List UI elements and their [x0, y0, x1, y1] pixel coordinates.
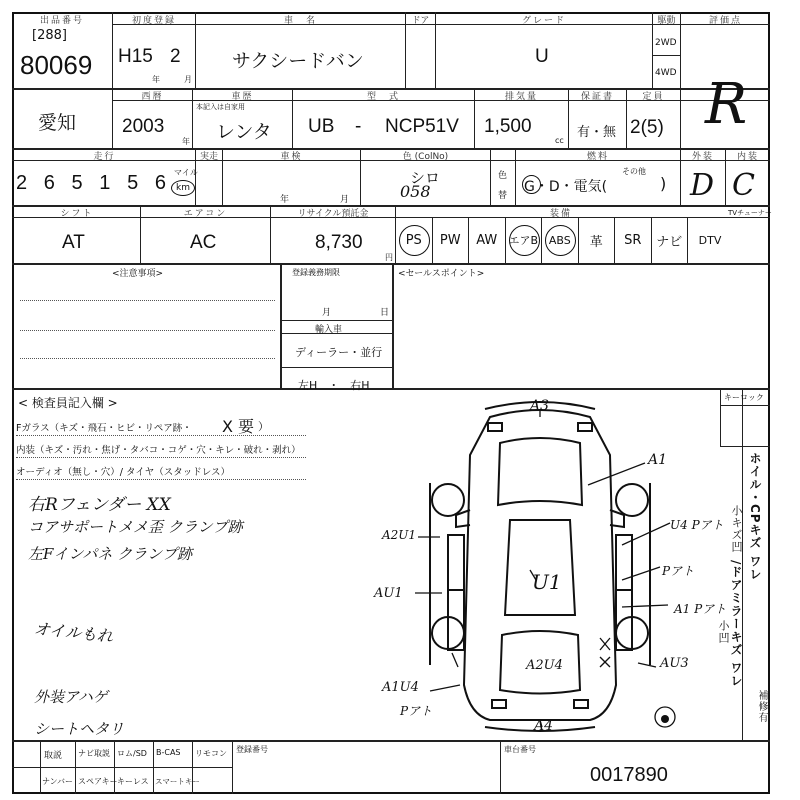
mileage-digit: 1 — [99, 172, 111, 194]
equipment-circle — [399, 225, 430, 256]
mark-a2u1: A2U1 — [382, 528, 417, 542]
score-value: R — [705, 72, 748, 137]
first-reg-month: 2 — [170, 46, 181, 67]
mark-a4: A4 — [534, 718, 554, 734]
side-text-1: ホイル・CPキズ ワレ — [748, 452, 762, 581]
exterior-score: D — [690, 168, 715, 203]
fuel-options: G・D・電気( — [524, 179, 608, 195]
equipment-item: SR — [615, 217, 652, 263]
side-text-2: /ドアミラーキズ ワレ — [729, 560, 743, 688]
note-3: 左Fインパネ クランプ跡 — [28, 545, 193, 563]
car-name: サクシードバン — [232, 51, 364, 72]
mark-a3: A3 — [530, 398, 550, 414]
handle-side: 左H ・ 右H — [298, 379, 370, 392]
equipment-item: ABS — [542, 217, 579, 263]
region: 愛知 — [38, 113, 77, 134]
color-code: 058 — [400, 182, 431, 201]
equipment-item: エアB — [506, 217, 543, 263]
side-text-3: 小キズ凹 — [730, 505, 743, 553]
equipment-circle — [509, 225, 540, 256]
mark-au3: AU3 — [660, 656, 689, 671]
air-conditioner: AC — [190, 232, 217, 253]
door-label: ドア — [411, 16, 430, 26]
mark-u1: U1 — [532, 570, 562, 594]
shift: AT — [62, 232, 85, 253]
car-name-label: 車 名 — [283, 16, 317, 26]
mileage-digit: 2 — [16, 172, 28, 194]
drive-2wd: 2WD — [655, 38, 677, 48]
chassis-number: 0017890 — [590, 764, 668, 786]
color: シロ — [410, 169, 441, 187]
lot-label: 出品番号 — [39, 16, 84, 26]
mark-patto2: Pアト — [400, 704, 433, 718]
side-text-4: 小凹 — [717, 620, 730, 644]
interior-score: C — [732, 168, 755, 203]
inspector-title: < 検査員記入欄 > — [18, 396, 118, 410]
equipment-list — [396, 217, 770, 263]
grade-label: グレード — [521, 16, 566, 26]
note-4: オイルもれ — [33, 618, 114, 647]
import-type: ディーラー・並行 — [295, 346, 383, 359]
first-reg-label: 初度登録 — [131, 16, 176, 26]
mileage — [16, 172, 166, 198]
warranty: 有・無 — [577, 125, 617, 140]
mileage-digit: 6 — [154, 172, 166, 194]
usage: レンタ — [216, 122, 272, 143]
equipment-item: DTV — [698, 233, 722, 247]
equipment-item: AW — [469, 217, 506, 263]
recycle-fee: 8,730 — [315, 232, 363, 253]
model-code: NCP51V — [385, 116, 459, 137]
lot-sub: [288] — [32, 28, 67, 43]
mark-u4: U4 Pアト — [670, 518, 724, 532]
km-unit-circled: km — [171, 180, 195, 196]
note-2: コアサポートメメ歪 クランプ跡 — [28, 518, 243, 536]
mileage-digit: 5 — [71, 172, 83, 194]
drive-4wd: 4WD — [655, 68, 677, 78]
model-year: 2003 — [122, 116, 165, 137]
mark-a2u4: A2U4 — [526, 658, 563, 673]
mark-a1-patto: A1 Pアト — [674, 602, 727, 616]
grade: U — [535, 46, 549, 67]
equipment-circle — [545, 225, 576, 256]
equipment-item: PW — [433, 217, 470, 263]
note-5: 外装アハゲ — [34, 688, 108, 706]
displacement: 1,500 — [484, 116, 532, 137]
side-text-5: 補修有 — [756, 690, 767, 723]
note-6: シートヘタリ — [34, 720, 125, 738]
fuel-selected-circle — [522, 175, 541, 194]
note-1: 右Rフェンダー XX — [28, 495, 171, 515]
mileage-digit: 5 — [127, 172, 139, 194]
mark-a1u4: A1U4 — [382, 680, 419, 695]
model-prefix: UB — [308, 116, 335, 137]
score-label: 評価点 — [708, 16, 742, 26]
mileage-digit: 6 — [43, 172, 55, 194]
mark-patto1: Pアト — [662, 564, 695, 578]
capacity: 2(5) — [630, 117, 664, 138]
mark-au1: AU1 — [374, 586, 403, 601]
lot-number: 80069 — [20, 50, 93, 80]
equipment-item: ナビ — [652, 217, 689, 263]
first-reg-era: H15 — [118, 46, 153, 67]
equipment-item: 革 — [579, 217, 616, 263]
mark-a1: A1 — [648, 452, 668, 468]
equipment-item: PS — [396, 217, 433, 263]
